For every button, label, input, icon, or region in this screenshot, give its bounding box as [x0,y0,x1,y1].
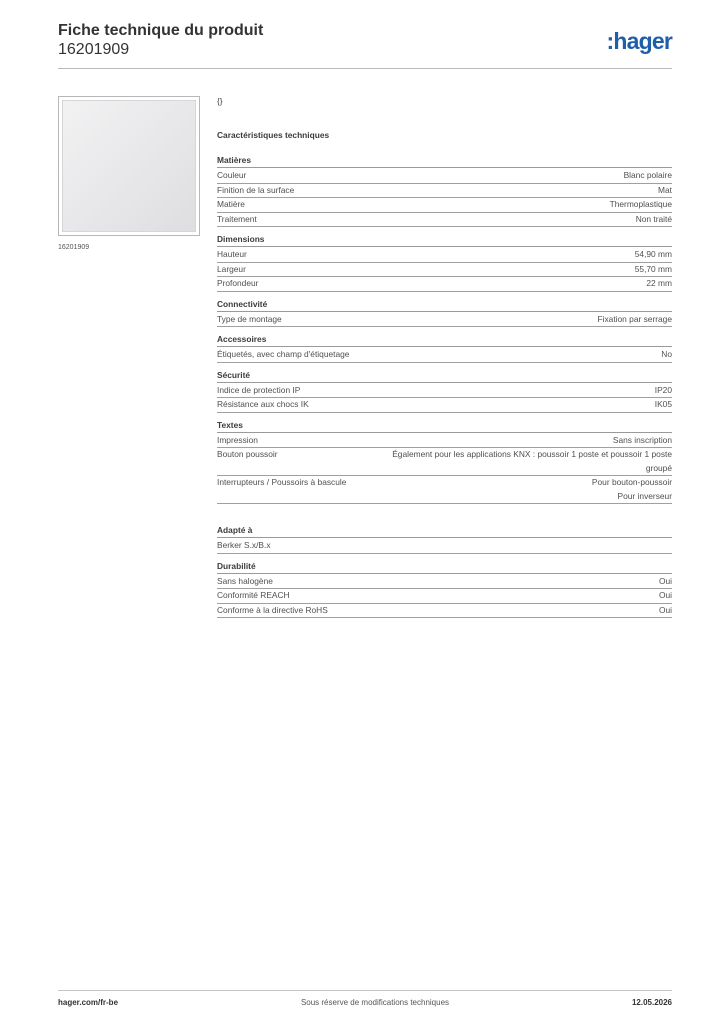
spec-group-title: Accessoires [217,333,672,347]
spec-label: Couleur [217,170,247,180]
spec-row [217,248,672,263]
spec-group-title: Connectivité [217,298,672,312]
spec-label: Conformité REACH [217,590,290,600]
footer-date: 12.05.2026 [631,998,672,1007]
spec-label: Traitement [217,213,257,224]
spec-value: Sans inscription [612,434,672,445]
spec-value: IK05 [654,399,672,409]
spec-row [217,263,672,278]
spec-group-title: Textes [217,419,672,433]
product-image-caption: 16201909 [58,244,90,251]
spec-value: Pour bouton-poussoir Pour inverseur [591,477,672,501]
spec-label: Bouton poussoir [217,449,278,459]
spec-label: Hauteur [217,249,247,259]
spec-group-title: Matières [217,154,672,168]
spec-label: Conforme à la directive RoHS [217,604,328,615]
spec-value: Oui [658,604,672,615]
spec-row [217,184,672,199]
spec-group [217,524,672,554]
spec-value: Oui [658,590,672,600]
spec-label: Impression [217,434,258,445]
spec-label: Sans halogène [217,575,273,586]
spec-label: Indice de protection IP [217,384,301,395]
spec-group [217,298,672,328]
document-footer [58,998,672,1007]
spec-value: No [661,349,672,359]
spec-label: Profondeur [217,278,259,288]
spec-value: 54,90 mm [634,249,672,259]
spec-label: Berker S.x/B.x [217,540,271,550]
spec-value: Fixation par serrage [597,313,672,324]
spec-row [217,604,672,619]
spec-value: Également pour les applications KNX : poussoir 1 poste et poussoir 1 poste groupé [392,449,672,473]
spec-row [217,448,672,476]
hager-logo: :hager [606,28,672,54]
footer-disclaimer: Sous réserve de modifications techniques [300,998,450,1007]
document-header [58,22,672,59]
spec-row [217,384,672,399]
spec-row [217,313,672,328]
spec-label: Résistance aux chocs IK [217,399,309,409]
spec-label: Interrupteurs / Poussoirs à bascule [217,477,347,487]
product-image-placeholder [62,100,196,232]
footer-divider [58,990,672,991]
spec-value: 22 mm [646,278,672,288]
spec-group [217,560,672,619]
spec-row [217,575,672,590]
spec-group [217,419,672,505]
braces-text: {} [217,96,223,106]
spec-group-title: Dimensions [217,233,672,247]
page-title: Fiche technique du produit [58,22,264,39]
spec-group [217,369,672,413]
spec-label: Matière [217,199,245,209]
spec-row [217,277,672,292]
spec-label: Largeur [217,263,246,274]
spec-group-title: Durabilité [217,560,672,574]
spec-value: Thermoplastique [609,199,672,209]
spec-group [217,333,672,363]
header-divider [58,68,672,69]
spec-value: Oui [658,575,672,586]
spec-value: IP20 [654,384,672,395]
spec-row [217,589,672,604]
spec-group-title: Sécurité [217,369,672,383]
spec-label: Étiquetés, avec champ d'étiquetage [217,349,350,359]
product-image [58,96,200,236]
spec-group [217,154,672,227]
spec-row [217,434,672,449]
spec-row [217,398,672,413]
spec-label: Type de montage [217,313,282,324]
spec-value: Non traité [635,213,672,224]
spec-value: 55,70 mm [634,263,672,274]
spec-row [217,198,672,213]
spec-group [217,233,672,292]
spec-row [217,476,672,504]
specification-groups [217,154,672,618]
spec-row [217,213,672,228]
spec-group-title: Adapté à [217,524,672,538]
spec-row [217,539,672,554]
spec-value: Mat [658,184,672,195]
technical-specifications [217,95,672,624]
spec-value: Blanc polaire [623,170,672,180]
spec-row [217,348,672,363]
footer-website: hager.com/fr-be [58,998,119,1007]
spec-label: Finition de la surface [217,184,295,195]
product-code: 16201909 [58,41,130,58]
spec-row [217,169,672,184]
characteristics-title: Caractéristiques techniques [217,130,330,140]
